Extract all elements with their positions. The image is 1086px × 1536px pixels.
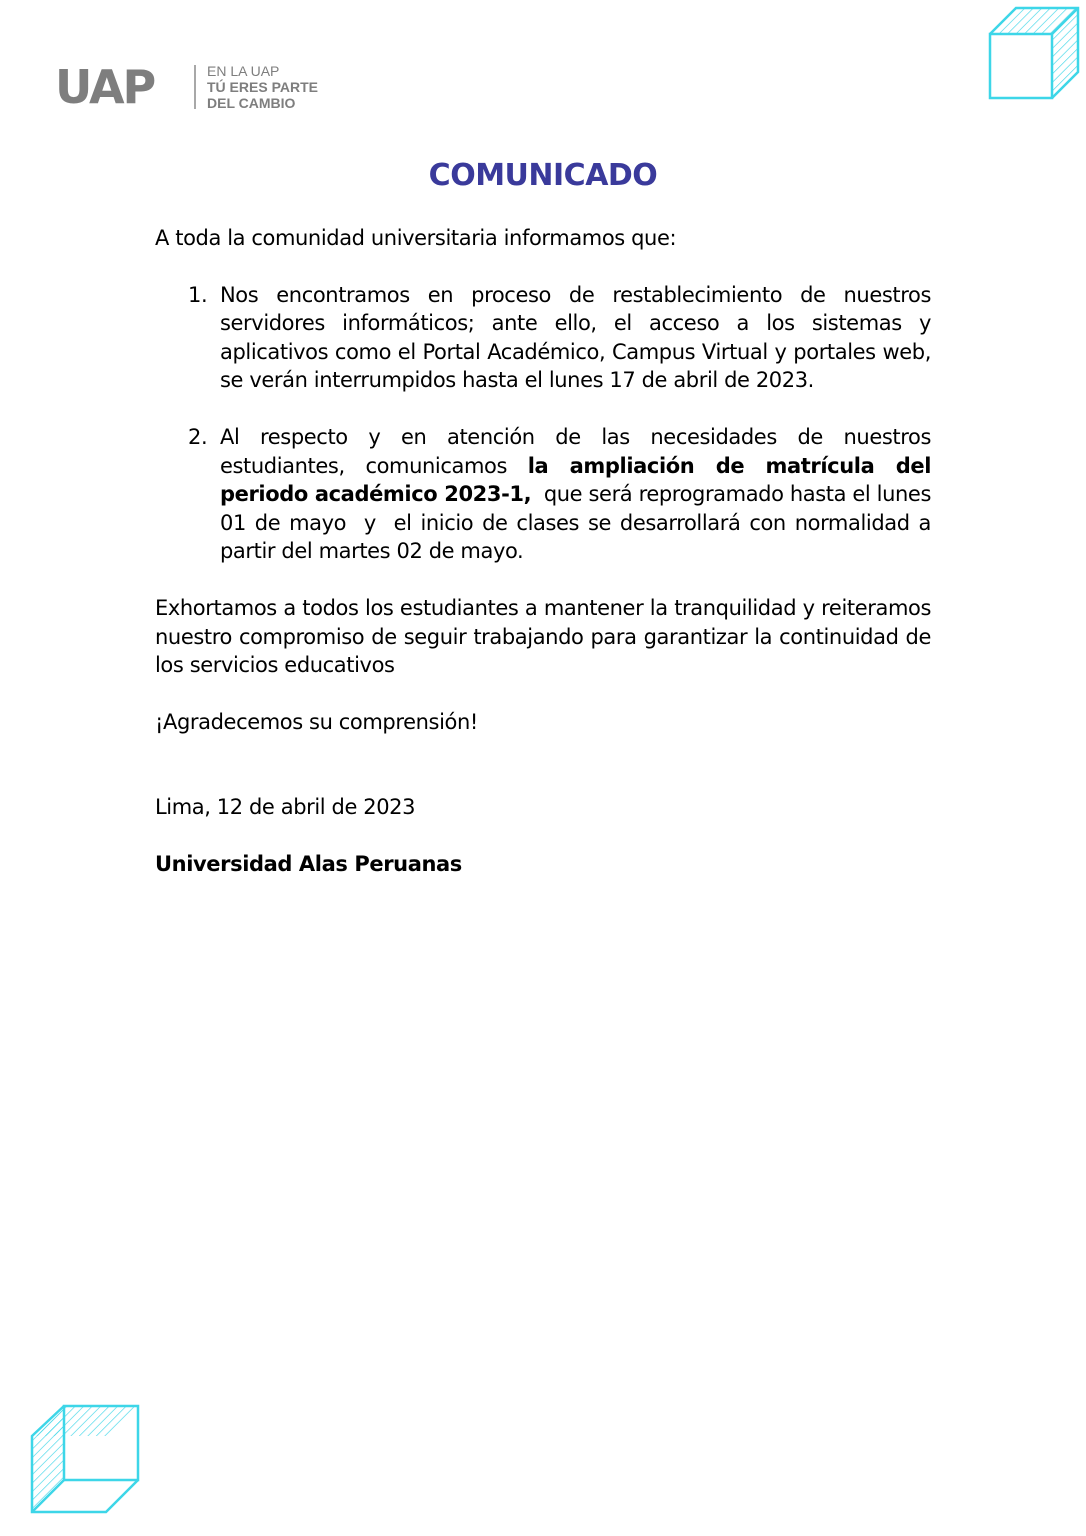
list-item-1-text: Nos encontramos en proceso de restablecimiento de nuestros servidores informáticos; ante ello, el acceso a los sistemas y aplicativos como el Portal Académico, Campus Virtual y portales web, se verán interrumpidos hasta el lunes 17 de abril de 2023.: [220, 282, 931, 393]
logo-mark: UAP: [55, 60, 155, 114]
page-title: COMUNICADO: [428, 158, 658, 193]
list-item-2: [155, 423, 938, 566]
uap-logo: [55, 62, 335, 114]
date-line: Lima, 12 de abril de 2023: [155, 795, 416, 820]
list-item-1-number: 1.: [188, 282, 208, 307]
document-body: [155, 224, 938, 879]
logo-tagline-line2: TÚ ERES PARTE: [207, 79, 318, 95]
exhortation-paragraph: Exhortamos a todos los estudiantes a mantener la tranquilidad y reiteramos nuestro compromiso de seguir trabajando para garantizar la continuidad de los servicios educativos: [155, 595, 931, 678]
list-item-2-number: 2.: [188, 424, 208, 449]
logo-tagline-line3: DEL CAMBIO: [207, 95, 296, 111]
list-item-2-text-after: que será reprogramado hasta el lunes 01 de mayo y el inicio de clases se desarrollará con normalidad a partir del martes 02 de mayo.: [220, 482, 938, 564]
signature: Universidad Alas Peruanas: [155, 851, 462, 876]
list-item-2-text-bold: la ampliación de matrícula del periodo académico 2023-1,: [220, 453, 931, 507]
intro-paragraph: A toda la comunidad universitaria informamos que:: [155, 226, 677, 250]
decorative-cube-bottom-icon: [28, 1402, 144, 1516]
list-item-1: [155, 281, 931, 395]
thanks-line: ¡Agradecemos su comprensión!: [155, 709, 478, 734]
logo-tagline-line1: EN LA UAP: [207, 63, 280, 79]
logo-separator: [194, 65, 196, 109]
decorative-cube-top-icon: [986, 4, 1084, 102]
list-item-2-text-before: Al respecto y en atención de las necesidades de nuestros estudiantes, comunicamos: [220, 424, 931, 478]
logo-tagline: [207, 63, 318, 111]
